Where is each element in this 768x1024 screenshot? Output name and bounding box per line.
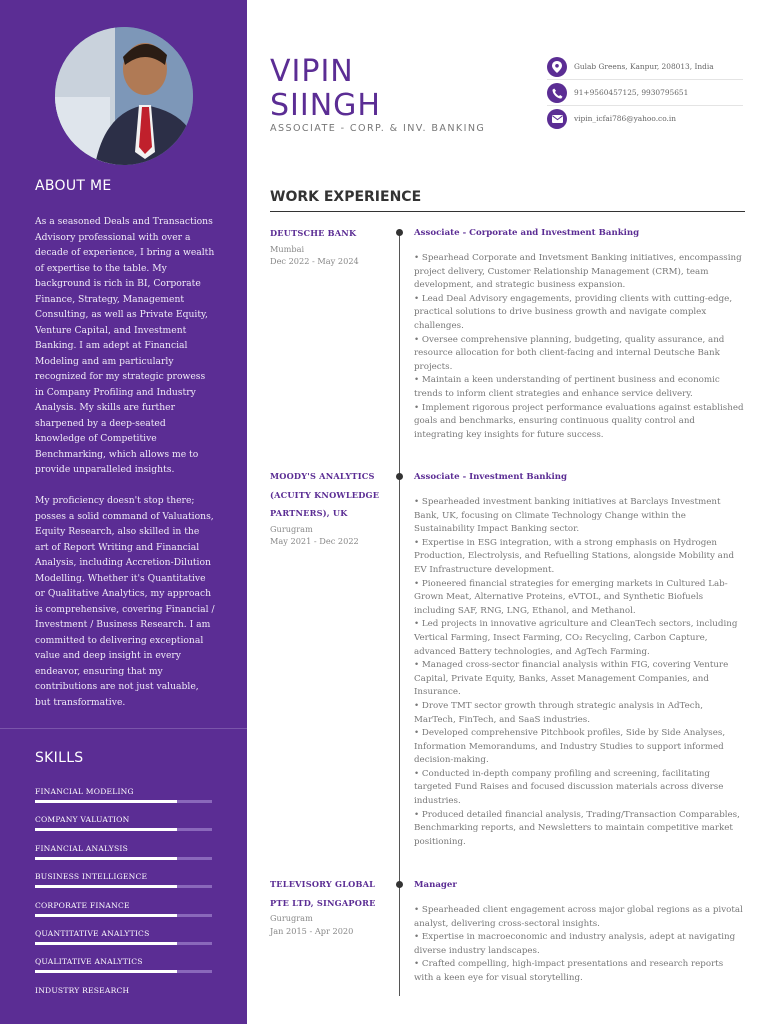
- bullet-item: • Led projects in innovative agriculture and CleanTech sectors, including Vertical Farming, Insect Farming, CO₂ Recycling, Carbon Capture, advanced Battery technologies, and AgTech Farming.: [414, 619, 738, 657]
- skill-name: FINANCIAL MODELING: [35, 787, 134, 796]
- skill-item: [35, 787, 213, 815]
- phone-text: 91+9560457125, 9930795651: [574, 88, 689, 97]
- skill-name: QUALITATIVE ANALYTICS: [35, 957, 143, 967]
- bullet-item: • Crafted compelling, high-impact presentations and research reports with a keen eye for visual storytelling.: [414, 959, 724, 983]
- phone-icon: [547, 83, 567, 103]
- skill-bar: [35, 857, 212, 860]
- skill-item: [35, 815, 213, 843]
- email-text[interactable]: vipin_icfai786@yahoo.co.in: [574, 114, 676, 123]
- bullet-item: • Drove TMT sector growth through strategic analysis in AdTech, MarTech, FinTech, and SaaS industries.: [414, 700, 704, 725]
- bullet-item: • Managed cross-sector financial analysis within FIG, covering Venture Capital, Private Equity, Banks, Asset Management Companies, and Insurance.: [414, 660, 729, 698]
- job-bullets: [414, 496, 744, 849]
- email-icon: [547, 109, 567, 129]
- skill-name: INDUSTRY RESEARCH: [35, 985, 130, 995]
- bullet-item: • Spearheaded investment banking initiatives at Barclays Investment Bank, UK, focusing on Climate Technology Change within the Sustainability Impact Banking sector.: [414, 497, 721, 535]
- bullet-item: • Developed comprehensive Pitchbook profiles, Side by Side Analyses, Information Memorandums, and Industry Studies to support informed decision-making.: [414, 728, 726, 766]
- skill-item: [35, 929, 213, 957]
- last-name: SIINGH: [270, 88, 381, 123]
- skill-bar: [35, 828, 212, 831]
- skill-bar: [35, 942, 212, 945]
- bullet-item: • Expertise in ESG integration, with a strong emphasis on Hydrogen Production, Electrolysis, and Refuelling Stations, alongside Mobility and EV Infrastructure development.: [414, 537, 735, 575]
- timeline-dot: [396, 881, 403, 888]
- skill-bar: [35, 914, 212, 917]
- job-dates: Dec 2022 - May 2024: [270, 256, 359, 266]
- bullet-item: • Conducted in-depth company profiling and screening, facilitating targeted Fund Raises and focused discussion materials across diverse industries.: [414, 768, 724, 807]
- skill-item: [35, 901, 213, 929]
- timeline-dot: [396, 229, 403, 236]
- skill-bar: [35, 885, 212, 888]
- skill-bar-fill: [35, 800, 177, 803]
- bullet-item: • Spearhead Corporate and Invetsment Banking initiatives, encompassing project delivery, Customer Relationship Management (CRM), team development, and strategic business expansion.: [414, 253, 742, 291]
- skill-bar-fill: [35, 828, 177, 831]
- bullet-item: • Implement rigorous project performance evaluations against established goals and benchmarks, ensuring continuous quality control and integrating key insights for future success.: [414, 402, 744, 440]
- work-divider: [270, 211, 745, 212]
- address-text: Gulab Greens, Kanpur, 208013, India: [574, 62, 714, 71]
- bullet-item: • Maintain a keen understanding of pertinent business and economic trends to inform client strategies and enhance service delivery.: [414, 375, 720, 399]
- contact-phone: [547, 80, 743, 106]
- work-experience-title: WORK EXPERIENCE: [270, 189, 422, 205]
- job-company-block: [270, 224, 390, 268]
- skill-name: COMPANY VALUATION: [35, 815, 130, 825]
- contact-email: [547, 106, 743, 132]
- company-name: TELEVISORY GLOBAL PTE LTD, SINGAPORE: [270, 879, 376, 908]
- skill-bar: [35, 800, 212, 803]
- about-text: [35, 214, 215, 726]
- skills-title: SKILLS: [35, 750, 84, 766]
- skill-name: QUANTITATIVE ANALYTICS: [35, 928, 150, 938]
- bullet-item: • Lead Deal Advisory engagements, providing clients with cutting-edge, practical solutions to drive business growth and navigate complex challenges.: [414, 293, 733, 331]
- bullet-item: • Oversee comprehensive planning, budgeting, quality assurance, and resource allocation for both client-facing and internal Deutsche Bank projects.: [414, 334, 725, 372]
- first-name: VIPIN: [270, 54, 354, 89]
- skill-bar-fill: [35, 885, 177, 888]
- skill-item: [35, 957, 213, 985]
- job-role: ASSOCIATE - CORP. & INV. BANKING: [270, 123, 486, 134]
- timeline-dot: [396, 473, 403, 480]
- candidate-name: [270, 55, 381, 123]
- skill-name: CORPORATE FINANCE: [35, 900, 130, 910]
- profile-photo: [55, 27, 193, 165]
- location-icon: [547, 57, 567, 77]
- job-dates: May 2021 - Dec 2022: [270, 536, 359, 546]
- skill-name: FINANCIAL ANALYSIS: [35, 843, 128, 853]
- skill-bar-fill: [35, 942, 177, 945]
- bullet-item: • Spearheaded client engagement across major global regions as a pivotal analyst, delivering cross-sectoral insights.: [414, 905, 743, 929]
- job-company-block: [270, 467, 390, 548]
- skill-bar-fill: [35, 970, 177, 973]
- job-title: Associate - Corporate and Investment Banking: [414, 228, 640, 238]
- skill-item: [35, 844, 213, 872]
- skill-bar: [35, 970, 212, 973]
- job-company-block: [270, 875, 390, 937]
- company-name: DEUTSCHE BANK: [270, 228, 357, 238]
- job-title: Associate - Investment Banking: [414, 472, 567, 482]
- skills-list: [35, 787, 213, 1014]
- contact-list: [547, 54, 743, 132]
- skill-item: [35, 986, 213, 1014]
- job-title: Manager: [414, 880, 457, 890]
- bullet-item: • Expertise in macroeconomic and industry analysis, adept at navigating diverse industry landscapes.: [414, 932, 736, 956]
- sidebar: [0, 0, 247, 1024]
- skill-bar-fill: [35, 914, 177, 917]
- job-location: Mumbai: [270, 243, 305, 254]
- about-title: ABOUT ME: [35, 178, 112, 194]
- sidebar-divider: [0, 728, 247, 729]
- job-bullets: [414, 252, 744, 442]
- about-paragraph-1: As a seasoned Deals and Transactions Advisory professional with over a decade of experience, I bring a wealth of expertise to the table. My background is rich in BI, Corporate Finance, Strategy, Management Consulting, as well as Private Equity, Venture Capital, and Investment Banking. I am adept at Financial Modeling and am particularly recognized for my strategic prowess in Company Profiling and Industry Analysis. My skills are further sharpened by a deep-seated knowledge of Competitive Benchmarking, which allows me to provide unparalleled insights.: [35, 216, 215, 475]
- skill-name: BUSINESS INTELLIGENCE: [35, 872, 148, 882]
- bullet-item: • Produced detailed financial analysis, Trading/Transaction Comparables, Benchmarking reports, and Newsletters to maintain competitive market positioning.: [414, 809, 740, 847]
- contact-address: [547, 54, 743, 80]
- skill-bar-fill: [35, 857, 177, 860]
- portrait-image: [55, 27, 193, 165]
- job-location: Gurugram: [270, 913, 313, 923]
- company-name: MOODY'S ANALYTICS (ACUITY KNOWLEDGE PARTNERS), UK: [270, 471, 380, 518]
- bullet-item: • Pioneered financial strategies for emerging markets in Cultured Lab-Grown Meat, Alternative Proteins, eVTOL, and Synthetic Biofuels including SAF, RNG, LNG, Ethanol, and Methanol.: [414, 578, 728, 616]
- job-bullets: [414, 904, 744, 986]
- job-location: Gurugram: [270, 523, 313, 534]
- job-dates: Jan 2015 - Apr 2020: [270, 925, 354, 936]
- skill-item: [35, 872, 213, 900]
- about-paragraph-2: My proficiency doesn't stop there; posses a solid command of Valuations, Equity Research, also skilled in the art of Report Writing and Financial Analysis, including Accretion-Dilution Modelling. Whether it's Quantitative or Qualitative Analytics, my approach is comprehensive, covering Financial / Investment / Business Research. I am committed to delivering exceptional value and deep insight in every endeavor, ensuring that my contributions are not just valuable, but transformative.: [35, 495, 215, 708]
